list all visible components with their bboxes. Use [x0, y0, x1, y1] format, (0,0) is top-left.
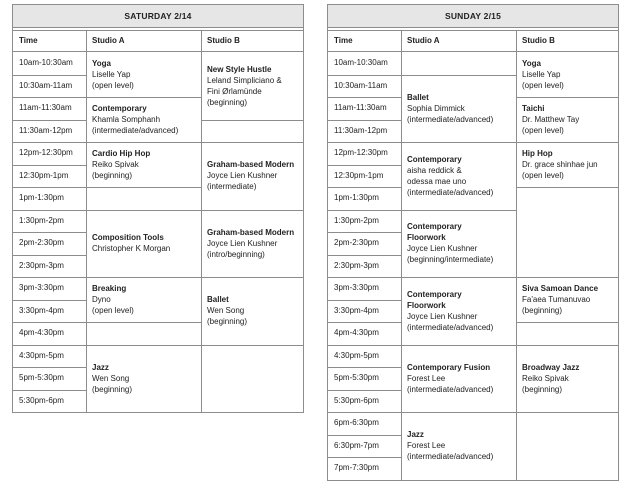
grid-line [201, 277, 303, 278]
class-block [201, 294, 303, 327]
grid-line [201, 142, 303, 143]
class-block [86, 148, 201, 181]
time-slot: 11am-11:30am [334, 103, 387, 112]
class-detail: (intermediate/advanced) [407, 187, 494, 197]
instructor-name: Reiko Spivak [522, 373, 569, 383]
time-slot: 2:30pm-3pm [334, 260, 379, 270]
class-detail: (beginning) [207, 97, 248, 107]
instructor-name: Joyce Lien Kushner [407, 311, 478, 321]
class-detail: (intro/beginning) [207, 249, 265, 259]
time-slot: 1:30pm-2pm [334, 215, 379, 225]
grid-line [86, 142, 201, 143]
time-slot: 3pm-3:30pm [334, 283, 379, 292]
class-detail: (beginning) [522, 384, 563, 394]
class-name: Graham-based Modern [207, 227, 295, 237]
class-detail: (intermediate/advanced) [92, 126, 179, 135]
class-block [401, 221, 516, 265]
class-detail: (intermediate) [207, 182, 257, 192]
class-name: Yoga [92, 59, 111, 68]
class-detail: (beginning) [92, 171, 133, 180]
class-name: Siva Samoan Dance [522, 284, 599, 293]
time-slot: 3pm-3:30pm [19, 283, 64, 292]
instructor-name: Wen Song [207, 306, 245, 316]
time-slot: 11am-11:30am [19, 103, 72, 112]
time-slot: 4:30pm-5pm [334, 350, 379, 360]
class-block [516, 362, 618, 395]
instructor-name: Sophia Dimmick [407, 103, 465, 113]
class-block [516, 148, 618, 181]
class-block [401, 154, 516, 198]
time-slot: 7pm-7:30pm [334, 463, 379, 472]
time-slot: 5:30pm-6pm [334, 395, 379, 405]
time-slot: 10am-10:30am [334, 58, 388, 67]
grid-line [401, 412, 516, 413]
class-detail: (open level) [522, 171, 564, 180]
class-block [201, 159, 303, 192]
class-name: Composition Tools [92, 233, 164, 243]
class-name: New Style Hustle [207, 64, 272, 74]
class-name: Breaking [92, 284, 127, 293]
day-title: SUNDAY 2/15 [328, 4, 618, 28]
time-slot: 1pm-1:30pm [19, 193, 64, 202]
time-slot: 2:30pm-3pm [19, 260, 64, 270]
grid-line [516, 412, 618, 413]
sunday-schedule [327, 4, 619, 481]
time-slot: 1:30pm-2pm [19, 215, 64, 225]
class-name: Cardio Hip Hop [92, 149, 151, 158]
grid-line [86, 187, 201, 188]
grid-line [516, 187, 618, 188]
grid-line [401, 277, 516, 278]
grid-line [516, 277, 618, 278]
grid-line [516, 322, 618, 323]
time-slot: 4pm-4:30pm [19, 328, 64, 337]
instructor-name: Wen Song [92, 373, 130, 383]
instructor-name: Dr. Matthew Tay [522, 115, 580, 124]
class-block [401, 429, 516, 462]
time-slot: 4:30pm-5pm [19, 350, 64, 360]
class-block [201, 227, 303, 260]
instructor-name: Leland Simpliciano & [207, 75, 282, 85]
time-slot: 11:30am-12pm [334, 125, 388, 135]
class-detail: (intermediate/advanced) [407, 384, 494, 394]
class-block [401, 92, 516, 125]
time-slot: 3:30pm-4pm [19, 305, 64, 315]
class-detail: odessa mae uno [407, 176, 467, 186]
instructor-name: Fa'aea Tumanuvao [522, 295, 591, 304]
grid-line [86, 322, 201, 323]
class-name: Ballet [407, 92, 429, 102]
day-title: SATURDAY 2/14 [13, 4, 303, 28]
class-block [516, 58, 618, 91]
time-slot: 12:30pm-1pm [19, 170, 69, 180]
instructor-name: Liselle Yap [522, 70, 561, 79]
class-block [516, 103, 618, 136]
column-header-time: Time [19, 36, 38, 45]
column-header-studio-b: Studio B [207, 36, 240, 45]
instructor-name: Dr. grace shinhae jun [522, 160, 598, 169]
instructor-name: Joyce Lien Kushner [207, 171, 278, 181]
column-header-studio-b: Studio B [522, 36, 555, 45]
class-block [86, 362, 201, 395]
time-slot: 6pm-6:30pm [334, 418, 379, 427]
grid-line [13, 30, 303, 31]
grid-line [401, 75, 516, 76]
time-slot: 10:30am-11am [334, 80, 388, 90]
column-header-time: Time [334, 36, 353, 45]
class-detail: (intermediate/advanced) [407, 322, 494, 332]
grid-line [86, 345, 201, 346]
time-slot: 10:30am-11am [19, 80, 73, 90]
class-detail: (open level) [522, 81, 564, 90]
time-slot: 10am-10:30am [19, 58, 73, 67]
instructor-name: Reiko Spivak [92, 160, 139, 169]
grid-line [328, 30, 618, 31]
class-block [86, 103, 201, 136]
instructor-name: aisha reddick & [407, 165, 462, 175]
grid-line [401, 345, 516, 346]
grid-line [201, 210, 303, 211]
class-name: Contemporary Floorwork [407, 289, 462, 310]
class-detail: (beginning) [207, 317, 248, 327]
class-name: Yoga [522, 59, 541, 68]
instructor-name: Joyce Lien Kushner [207, 238, 278, 248]
time-slot: 6:30pm-7pm [334, 440, 379, 450]
class-block [401, 362, 516, 395]
class-name: Taichi [522, 104, 545, 113]
class-detail: (beginning/intermediate) [407, 255, 494, 265]
class-name: Contemporary [92, 104, 147, 113]
instructor-name: Liselle Yap [92, 70, 131, 79]
instructor-name: Dyno [92, 295, 111, 304]
instructor-name: Khamla Somphanh [92, 115, 161, 124]
time-slot: 1pm-1:30pm [334, 193, 379, 202]
grid-line [201, 412, 303, 413]
saturday-schedule [12, 4, 304, 413]
class-name: Jazz [407, 430, 424, 440]
class-detail: (beginning) [92, 384, 133, 394]
class-block [86, 58, 201, 91]
class-detail: (open level) [522, 126, 564, 135]
grid-line [401, 142, 516, 143]
time-slot: 11:30am-12pm [19, 125, 73, 135]
grid-line [86, 97, 201, 98]
time-slot: 5pm-5:30pm [334, 373, 379, 382]
time-slot: 2pm-2:30pm [334, 238, 379, 247]
class-name: Hip Hop [522, 149, 553, 158]
grid-line [86, 412, 201, 413]
grid-line [201, 345, 303, 346]
class-detail: (intermediate/advanced) [407, 452, 494, 462]
time-slot: 5pm-5:30pm [19, 373, 64, 382]
instructor-name: Joyce Lien Kushner [407, 244, 478, 254]
time-slot: 5:30pm-6pm [19, 395, 64, 405]
class-detail: Fini Ørlamünde [207, 86, 262, 96]
grid-line [401, 210, 516, 211]
class-detail: (intermediate/advanced) [407, 114, 494, 124]
grid-line [516, 345, 618, 346]
class-detail: (beginning) [522, 306, 563, 315]
class-block [516, 283, 618, 316]
time-slot: 4pm-4:30pm [334, 328, 379, 337]
column-header-studio-a: Studio A [92, 36, 125, 45]
instructor-name: Christopher K Morgan [92, 244, 171, 254]
class-name: Jazz [92, 362, 109, 372]
class-detail: (open level) [92, 81, 134, 90]
time-slot: 12pm-12:30pm [334, 148, 388, 157]
class-name: Graham-based Modern [207, 160, 295, 170]
grid-line [13, 412, 86, 413]
instructor-name: Forest Lee [407, 441, 446, 451]
class-block [401, 289, 516, 333]
class-block [86, 283, 201, 316]
class-block [201, 64, 303, 108]
time-slot: 3:30pm-4pm [334, 305, 379, 315]
grid-line [86, 210, 201, 211]
grid-line [516, 142, 618, 143]
time-slot: 12:30pm-1pm [334, 170, 384, 180]
class-name: Contemporary Floorwork [407, 222, 462, 243]
grid-line [201, 120, 303, 121]
grid-line [516, 97, 618, 98]
class-name: Broadway Jazz [522, 362, 580, 372]
class-name: Contemporary Fusion [407, 362, 491, 372]
class-name: Contemporary [407, 154, 462, 164]
instructor-name: Forest Lee [407, 373, 446, 383]
grid-line [86, 277, 201, 278]
column-header-studio-a: Studio A [407, 36, 440, 45]
time-slot: 12pm-12:30pm [19, 148, 73, 157]
time-slot: 2pm-2:30pm [19, 238, 64, 247]
class-detail: (open level) [92, 306, 134, 315]
class-name: Ballet [207, 295, 229, 305]
class-block [86, 232, 201, 254]
